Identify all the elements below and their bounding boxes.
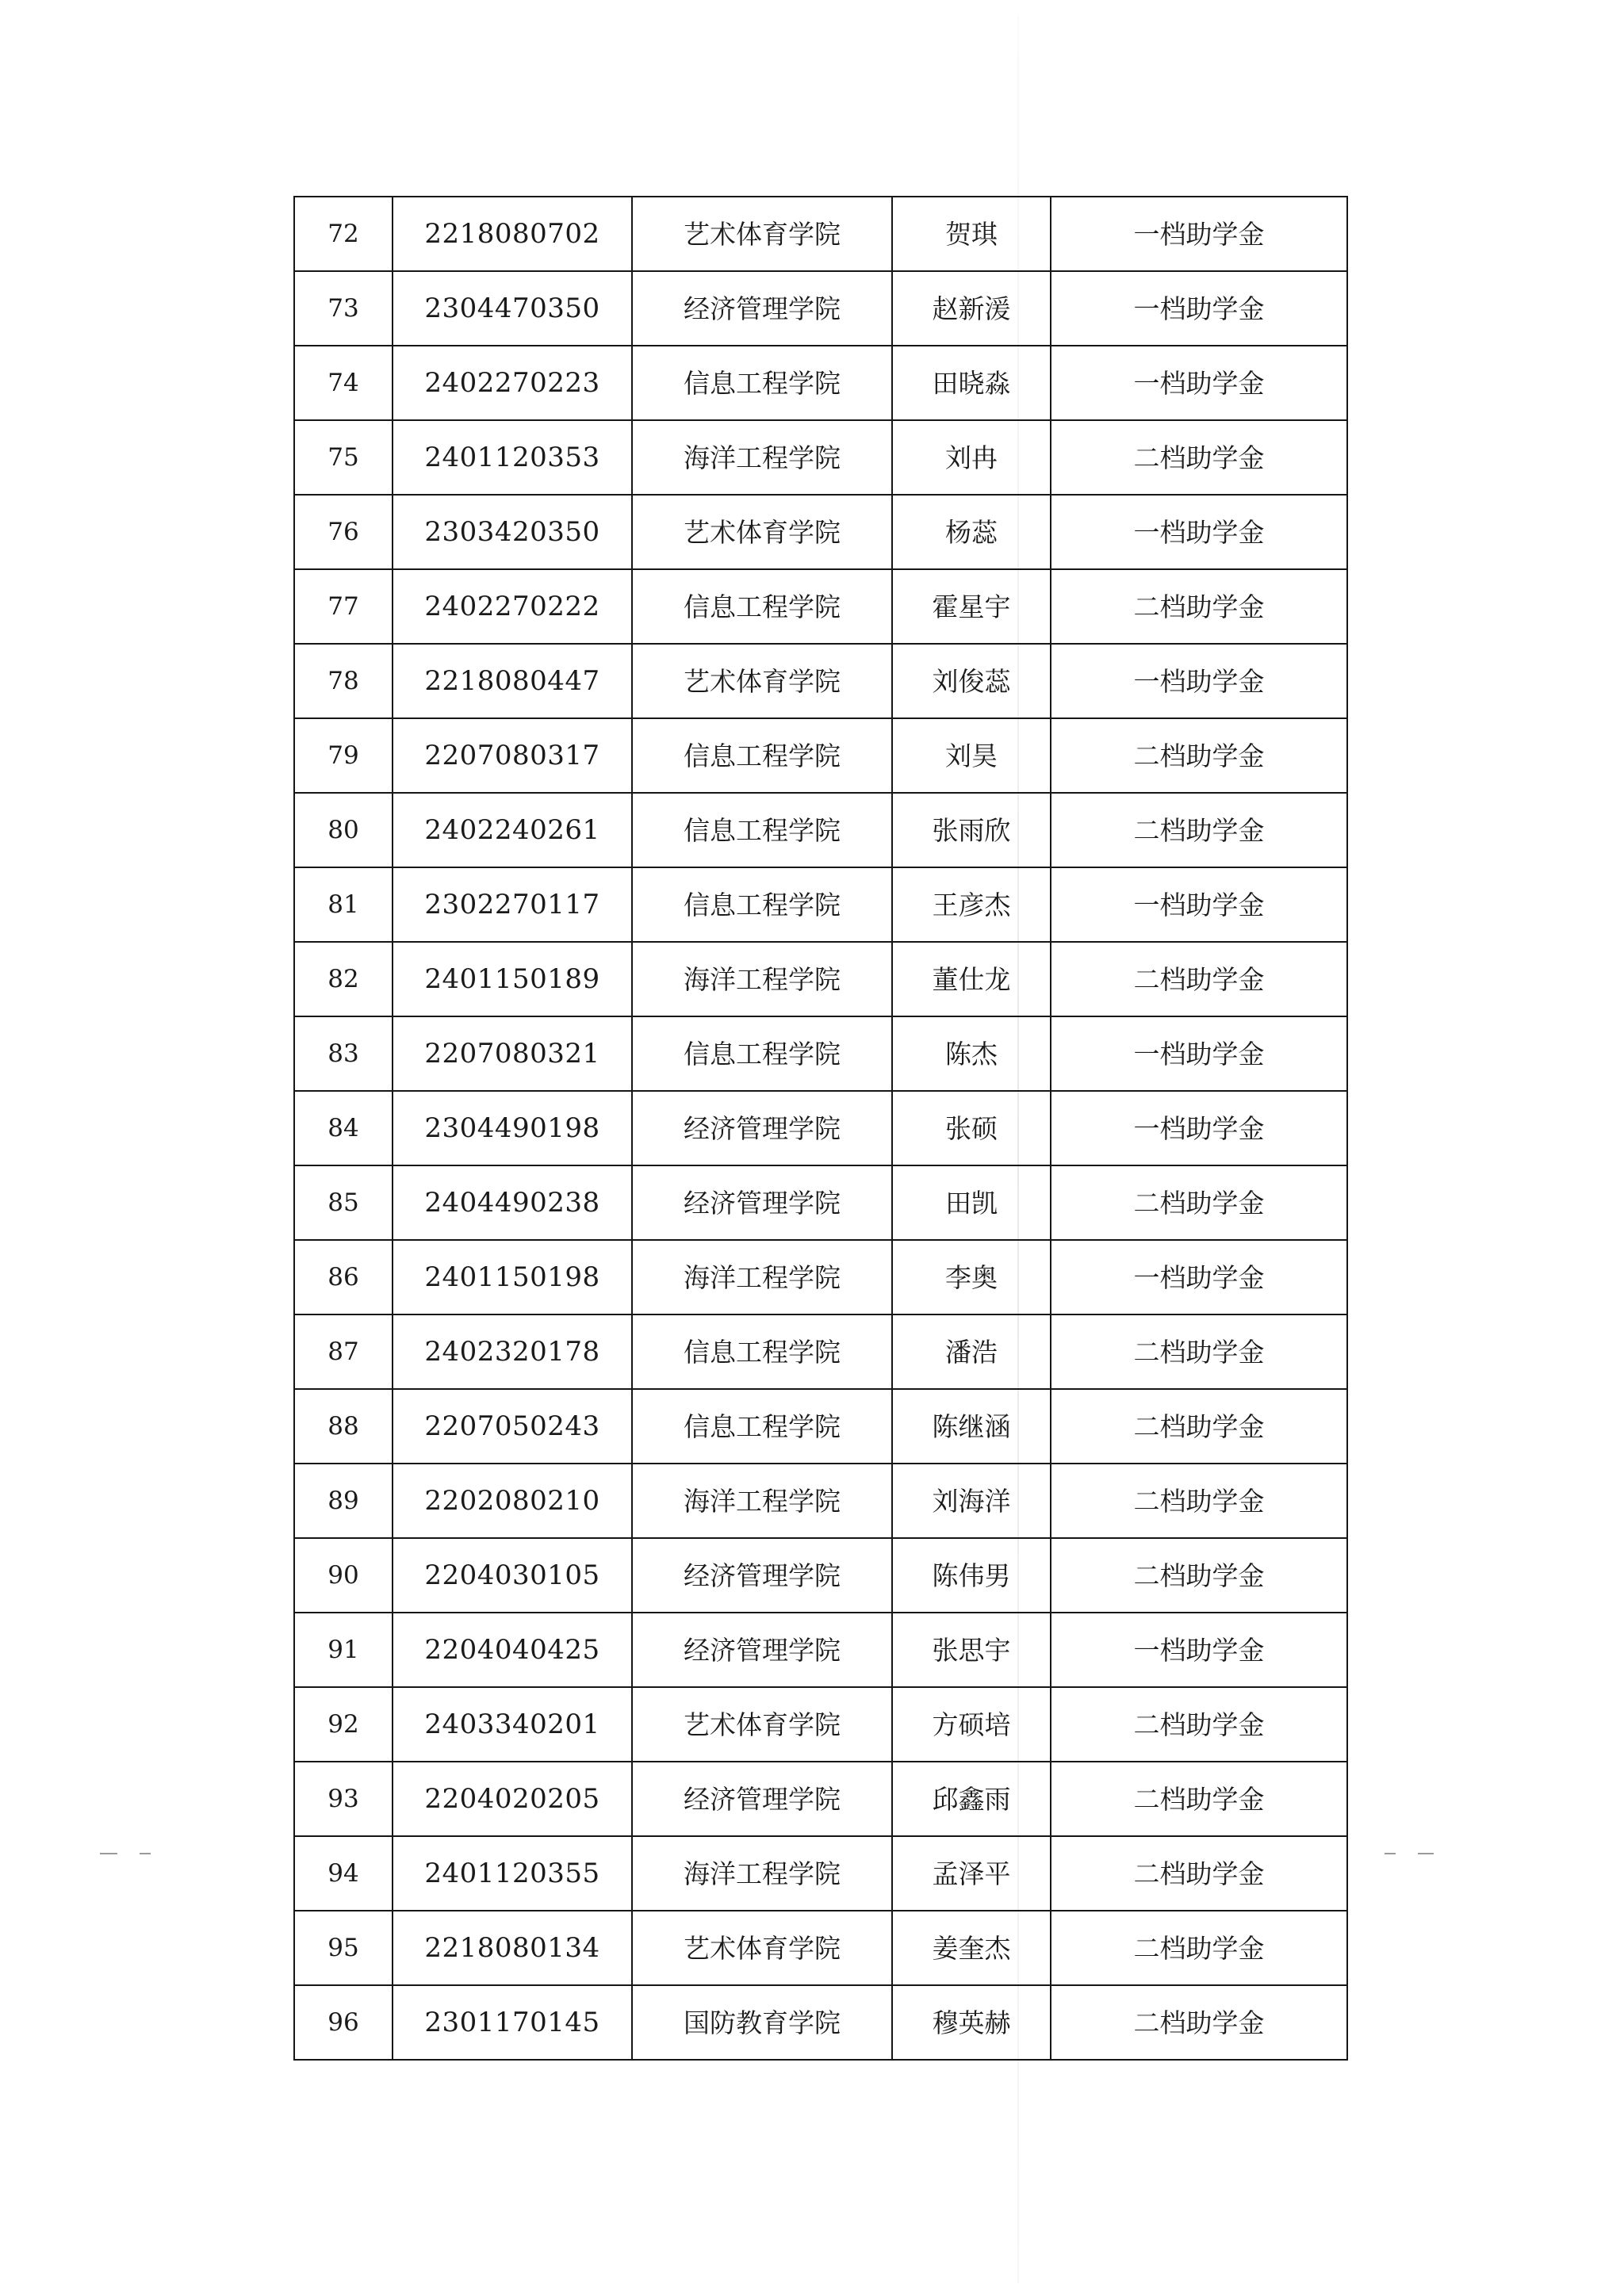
grant-level: 二档助学金 [1051, 793, 1347, 867]
college-name: 信息工程学院 [632, 346, 892, 420]
student-id: 2207080321 [393, 1016, 632, 1091]
student-id: 2202080210 [393, 1464, 632, 1538]
college-name: 艺术体育学院 [632, 1911, 892, 1985]
student-name: 刘昊 [892, 718, 1051, 793]
student-id: 2204040425 [393, 1613, 632, 1687]
table-row [294, 346, 1347, 420]
student-id: 2302270117 [393, 867, 632, 942]
table-row [294, 942, 1347, 1016]
student-name: 陈伟男 [892, 1538, 1051, 1613]
table-row [294, 1016, 1347, 1091]
row-number: 90 [294, 1538, 393, 1613]
college-name: 海洋工程学院 [632, 942, 892, 1016]
student-name: 张思宇 [892, 1613, 1051, 1687]
student-name: 田晓淼 [892, 346, 1051, 420]
student-name: 王彦杰 [892, 867, 1051, 942]
student-name: 刘海洋 [892, 1464, 1051, 1538]
student-name: 姜奎杰 [892, 1911, 1051, 1985]
row-number: 81 [294, 867, 393, 942]
grant-level: 二档助学金 [1051, 1389, 1347, 1464]
student-id: 2204020205 [393, 1762, 632, 1836]
row-number: 88 [294, 1389, 393, 1464]
table-row [294, 1091, 1347, 1165]
grant-level: 一档助学金 [1051, 644, 1347, 718]
student-id: 2402270222 [393, 569, 632, 644]
grant-level: 二档助学金 [1051, 1985, 1347, 2060]
student-id: 2218080134 [393, 1911, 632, 1985]
student-name: 董仕龙 [892, 942, 1051, 1016]
student-id: 2204030105 [393, 1538, 632, 1613]
grant-level: 二档助学金 [1051, 1165, 1347, 1240]
college-name: 经济管理学院 [632, 1091, 892, 1165]
student-name: 方硕培 [892, 1687, 1051, 1762]
student-name: 赵新湲 [892, 271, 1051, 346]
grant-level: 一档助学金 [1051, 495, 1347, 569]
table-row [294, 271, 1347, 346]
grant-level: 一档助学金 [1051, 867, 1347, 942]
punch-mark-right-small [1385, 1853, 1396, 1854]
row-number: 87 [294, 1314, 393, 1389]
table-row [294, 867, 1347, 942]
table-row [294, 1985, 1347, 2060]
grant-level: 二档助学金 [1051, 1762, 1347, 1836]
college-name: 信息工程学院 [632, 793, 892, 867]
college-name: 经济管理学院 [632, 1165, 892, 1240]
college-name: 海洋工程学院 [632, 1464, 892, 1538]
student-id: 2401150189 [393, 942, 632, 1016]
college-name: 经济管理学院 [632, 271, 892, 346]
student-name: 潘浩 [892, 1314, 1051, 1389]
student-name: 刘冉 [892, 420, 1051, 495]
grant-level: 二档助学金 [1051, 942, 1347, 1016]
row-number: 80 [294, 793, 393, 867]
row-number: 93 [294, 1762, 393, 1836]
student-name: 田凯 [892, 1165, 1051, 1240]
row-number: 74 [294, 346, 393, 420]
table-row [294, 420, 1347, 495]
student-id: 2404490238 [393, 1165, 632, 1240]
grant-level: 一档助学金 [1051, 197, 1347, 271]
student-name: 陈继涵 [892, 1389, 1051, 1464]
student-name: 杨蕊 [892, 495, 1051, 569]
row-number: 72 [294, 197, 393, 271]
grant-level: 二档助学金 [1051, 420, 1347, 495]
table-row [294, 793, 1347, 867]
college-name: 艺术体育学院 [632, 495, 892, 569]
punch-mark-right [1418, 1853, 1434, 1854]
college-name: 海洋工程学院 [632, 1836, 892, 1911]
college-name: 经济管理学院 [632, 1613, 892, 1687]
student-id: 2301170145 [393, 1985, 632, 2060]
student-name: 贺琪 [892, 197, 1051, 271]
grant-level: 二档助学金 [1051, 718, 1347, 793]
grant-level: 二档助学金 [1051, 1464, 1347, 1538]
student-name: 张硕 [892, 1091, 1051, 1165]
row-number: 73 [294, 271, 393, 346]
college-name: 信息工程学院 [632, 1314, 892, 1389]
student-id: 2402270223 [393, 346, 632, 420]
grant-level: 一档助学金 [1051, 1091, 1347, 1165]
table-row [294, 1240, 1347, 1314]
row-number: 78 [294, 644, 393, 718]
student-name: 孟泽平 [892, 1836, 1051, 1911]
table-row [294, 569, 1347, 644]
row-number: 96 [294, 1985, 393, 2060]
student-id: 2402320178 [393, 1314, 632, 1389]
row-number: 75 [294, 420, 393, 495]
row-number: 85 [294, 1165, 393, 1240]
row-number: 77 [294, 569, 393, 644]
college-name: 信息工程学院 [632, 867, 892, 942]
grant-level: 一档助学金 [1051, 1613, 1347, 1687]
student-name: 邱鑫雨 [892, 1762, 1051, 1836]
college-name: 经济管理学院 [632, 1762, 892, 1836]
grant-level: 二档助学金 [1051, 1538, 1347, 1613]
table-row [294, 495, 1347, 569]
table-row [294, 1762, 1347, 1836]
college-name: 信息工程学院 [632, 569, 892, 644]
grant-level: 一档助学金 [1051, 1240, 1347, 1314]
row-number: 94 [294, 1836, 393, 1911]
student-id: 2303420350 [393, 495, 632, 569]
table-row [294, 718, 1347, 793]
table-row [294, 1687, 1347, 1762]
row-number: 79 [294, 718, 393, 793]
row-number: 83 [294, 1016, 393, 1091]
row-number: 92 [294, 1687, 393, 1762]
college-name: 艺术体育学院 [632, 644, 892, 718]
grant-level: 二档助学金 [1051, 1314, 1347, 1389]
table-row [294, 197, 1347, 271]
student-name: 张雨欣 [892, 793, 1051, 867]
table-row [294, 1836, 1347, 1911]
roster-body [294, 197, 1347, 2060]
student-id: 2207050243 [393, 1389, 632, 1464]
row-number: 89 [294, 1464, 393, 1538]
table-row [294, 1613, 1347, 1687]
college-name: 信息工程学院 [632, 1389, 892, 1464]
student-id: 2218080702 [393, 197, 632, 271]
grant-level: 一档助学金 [1051, 346, 1347, 420]
student-id: 2304470350 [393, 271, 632, 346]
table-row [294, 1911, 1347, 1985]
student-id: 2401150198 [393, 1240, 632, 1314]
student-id: 2304490198 [393, 1091, 632, 1165]
student-name: 穆英赫 [892, 1985, 1051, 2060]
punch-mark-left-small [140, 1853, 151, 1854]
row-number: 95 [294, 1911, 393, 1985]
grant-level: 二档助学金 [1051, 1836, 1347, 1911]
table-row [294, 1314, 1347, 1389]
college-name: 经济管理学院 [632, 1538, 892, 1613]
student-name: 霍星宇 [892, 569, 1051, 644]
college-name: 信息工程学院 [632, 718, 892, 793]
student-name: 陈杰 [892, 1016, 1051, 1091]
college-name: 艺术体育学院 [632, 1687, 892, 1762]
table-row [294, 1464, 1347, 1538]
row-number: 91 [294, 1613, 393, 1687]
row-number: 82 [294, 942, 393, 1016]
student-id: 2403340201 [393, 1687, 632, 1762]
college-name: 国防教育学院 [632, 1985, 892, 2060]
grant-level: 一档助学金 [1051, 271, 1347, 346]
table-row [294, 1165, 1347, 1240]
college-name: 海洋工程学院 [632, 420, 892, 495]
grant-level: 一档助学金 [1051, 1016, 1347, 1091]
grant-level: 二档助学金 [1051, 1687, 1347, 1762]
row-number: 84 [294, 1091, 393, 1165]
table-row [294, 1538, 1347, 1613]
student-id: 2402240261 [393, 793, 632, 867]
college-name: 海洋工程学院 [632, 1240, 892, 1314]
student-name: 李奥 [892, 1240, 1051, 1314]
student-id: 2401120355 [393, 1836, 632, 1911]
row-number: 76 [294, 495, 393, 569]
grant-level: 二档助学金 [1051, 569, 1347, 644]
student-id: 2207080317 [393, 718, 632, 793]
student-id: 2401120353 [393, 420, 632, 495]
college-name: 艺术体育学院 [632, 197, 892, 271]
student-name: 刘俊蕊 [892, 644, 1051, 718]
scholarship-roster-table [293, 196, 1348, 2061]
punch-mark-left [100, 1853, 117, 1854]
row-number: 86 [294, 1240, 393, 1314]
college-name: 信息工程学院 [632, 1016, 892, 1091]
grant-level: 二档助学金 [1051, 1911, 1347, 1985]
table-row [294, 644, 1347, 718]
table-row [294, 1389, 1347, 1464]
student-id: 2218080447 [393, 644, 632, 718]
